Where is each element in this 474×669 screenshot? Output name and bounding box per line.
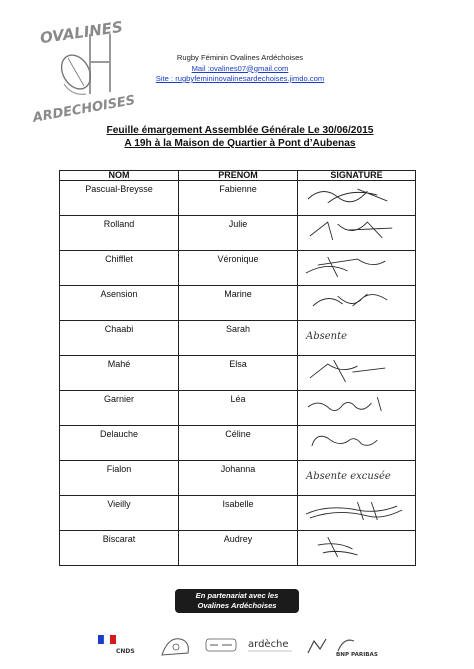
cell-signature (298, 321, 416, 356)
sponsor-bnp: BNP PARIBAS (336, 652, 378, 658)
table-row (60, 461, 416, 496)
signature-scribble (298, 531, 415, 565)
table-row (60, 391, 416, 426)
region-logo (304, 635, 332, 657)
cell-signature (298, 391, 416, 426)
club-mail-link[interactable]: Mail :ovalines07@gmail.com (191, 63, 289, 73)
cell-signature (298, 216, 416, 251)
cell-signature (298, 251, 416, 286)
cell-signature (298, 286, 416, 321)
signature-scribble (298, 251, 415, 285)
cell-nom: Chifflet (60, 251, 179, 286)
table-row (60, 531, 416, 566)
cell-prenom: Isabelle (179, 496, 298, 531)
cell-signature (298, 426, 416, 461)
cell-prenom: Marine (179, 286, 298, 321)
bnp-logo (332, 633, 386, 659)
title-line-2: A 19h à la Maison de Quartier à Pont d’Aubenas (124, 138, 356, 149)
cell-signature (298, 356, 416, 391)
cell-nom: Biscarat (60, 531, 179, 566)
table-row (60, 496, 416, 531)
ffr-logo (204, 635, 240, 657)
lion-logo (156, 633, 196, 659)
cell-prenom: Céline (179, 426, 298, 461)
club-logo (28, 14, 138, 126)
cell-nom: Mahé (60, 356, 179, 391)
table-row (60, 181, 416, 216)
logo-text-bottom: ARDECHOISES (31, 93, 137, 126)
partner-line-2: Ovalines Ardéchoises (197, 601, 277, 610)
title-line-1: Feuille émargement Assemblée Générale Le 30/06/2015 (106, 125, 374, 136)
document-title (60, 124, 420, 150)
table-row (60, 251, 416, 286)
cell-prenom: Léa (179, 391, 298, 426)
table-row (60, 321, 416, 356)
cell-nom: Rolland (60, 216, 179, 251)
logo-text-top: OVALINES (38, 17, 124, 48)
club-site-link[interactable]: Site : rugbyfemininovalinesardechoises.jimdo.com (155, 74, 325, 83)
cell-nom: Delauche (60, 426, 179, 461)
table-row (60, 216, 416, 251)
signature-scribble (298, 216, 415, 250)
table-row (60, 426, 416, 461)
signature-scribble (298, 181, 415, 215)
table-header-row (60, 171, 416, 181)
header-signature: SIGNATURE (298, 171, 416, 181)
cell-nom: Fialon (60, 461, 179, 496)
cell-prenom: Audrey (179, 531, 298, 566)
signature-scribble (298, 496, 415, 530)
cell-prenom: Sarah (179, 321, 298, 356)
sponsor-ardeche: ardèche (248, 639, 289, 650)
cell-signature (298, 531, 416, 566)
club-name: Rugby Féminin Ovalines Ardéchoises (176, 53, 304, 62)
signature-scribble (298, 356, 415, 390)
signature-note: Absente excusée (306, 471, 391, 482)
cell-prenom: Fabienne (179, 181, 298, 216)
cnds-logo (96, 633, 135, 659)
attendance-table (59, 170, 416, 566)
cell-prenom: Julie (179, 216, 298, 251)
cell-prenom: Elsa (179, 356, 298, 391)
cell-nom: Chaabi (60, 321, 179, 356)
header-prenom: PRENOM (179, 171, 298, 181)
club-info (140, 53, 340, 85)
cell-signature (298, 461, 416, 496)
cell-nom: Vieilly (60, 496, 179, 531)
cell-prenom: Véronique (179, 251, 298, 286)
sponsor-logos (96, 633, 386, 659)
header-nom: NOM (60, 171, 179, 181)
signature-scribble (298, 426, 415, 460)
cell-signature (298, 181, 416, 216)
ardeche-logo (246, 635, 298, 657)
table-row (60, 356, 416, 391)
cell-nom: Pascual-Breysse (60, 181, 179, 216)
cell-nom: Asension (60, 286, 179, 321)
signature-note: Absente (306, 331, 348, 342)
table-row (60, 286, 416, 321)
cell-signature (298, 496, 416, 531)
partner-line-1: En partenariat avec les (195, 591, 279, 600)
cell-nom: Garnier (60, 391, 179, 426)
cell-prenom: Johanna (179, 461, 298, 496)
partner-banner (175, 589, 299, 613)
signature-scribble (298, 391, 415, 425)
sponsor-cnds: CNDS (116, 648, 135, 655)
signature-scribble (298, 286, 415, 320)
